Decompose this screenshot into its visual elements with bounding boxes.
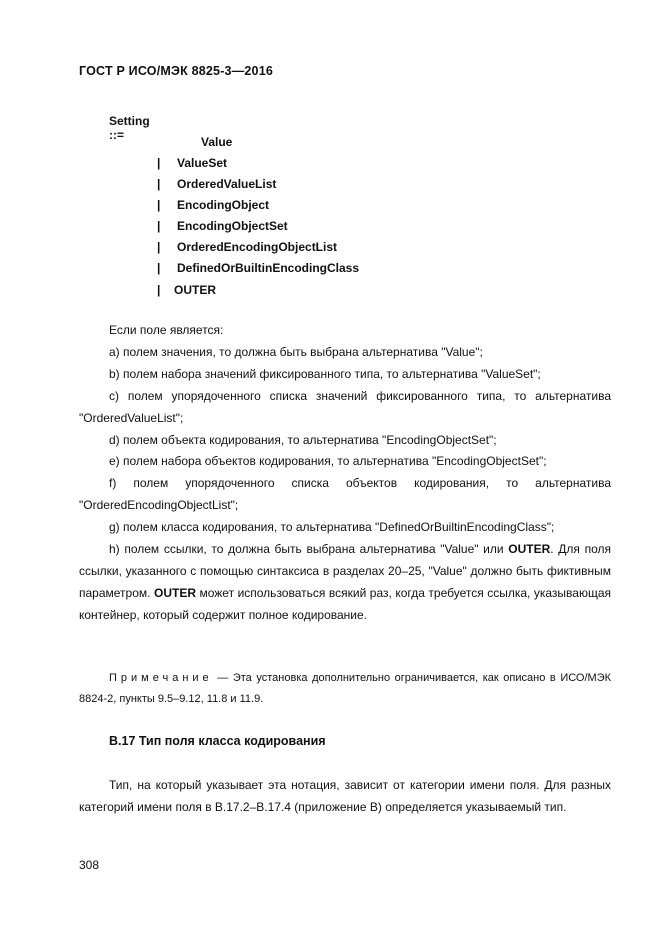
alternative-name: OrderedValueList xyxy=(177,177,277,191)
paragraph-item-b: b) полем набора значений фиксированного типа, то альтернатива "ValueSet"; xyxy=(109,366,541,381)
alternative-name: OrderedEncodingObjectList xyxy=(177,240,338,254)
paragraph-item-f: f) полем упорядоченного списка объектов кодирования, то альтернатива "OrderedEncodingObjectList"; xyxy=(79,476,611,513)
paragraph-item-c: с) полем упорядоченного списка значений фиксированного типа, то альтернатива "OrderedValueList"; xyxy=(79,388,611,425)
alternative-bar: | xyxy=(157,156,161,170)
paragraph-item-g: g) полем класса кодирования, то альтернатива "DefinedOrBuiltinEncodingClass"; xyxy=(109,520,555,535)
alternative-bar: | xyxy=(157,219,161,233)
section-body xyxy=(79,775,611,819)
section-paragraph: Тип, на который указывает эта нотация, зависит от категории имени поля. Для разных категорий имени поля в В.17.2–В.17.4 (приложение В) определяется указываемый тип. xyxy=(79,778,611,814)
grammar-alternative xyxy=(157,198,269,214)
page-number: 308 xyxy=(79,858,100,872)
grammar-alternative xyxy=(157,156,227,172)
section-title: В.17 Тип поля класса кодирования xyxy=(109,734,326,748)
note-label: Примечание xyxy=(109,672,213,684)
note-block xyxy=(79,668,611,710)
alternative-name: OUTER xyxy=(174,283,216,297)
alternative-name: ValueSet xyxy=(177,156,228,170)
alternative-name: EncodingObjectSet xyxy=(177,219,288,233)
paragraph-intro: Если поле является: xyxy=(109,323,224,337)
alternative-bar: | xyxy=(157,177,161,191)
grammar-alternative xyxy=(157,261,359,277)
grammar-alternative xyxy=(157,240,337,256)
item-h-text: . Для поля ссылки, указанного с помощью синтаксиса в разделах 20–25, "Value" должно быть фиктивным параметром. xyxy=(79,542,611,600)
item-h-text: может использоваться всякий раз, когда требуется ссылка, указывающая контейнер, который содержит полное кодирование. xyxy=(79,585,612,622)
alternative-bar: | xyxy=(157,198,161,212)
grammar-alternative xyxy=(157,283,216,299)
note-paragraph xyxy=(79,668,611,710)
grammar-first-alternative: Value xyxy=(201,135,233,149)
paragraph-item-e: е) полем набора объектов кодирования, то альтернатива "EncodingObjectSet"; xyxy=(109,454,547,469)
note-text: Эта установка дополнительно ограничивается, как описано в ИСО/МЭК 8824-2, пункты 9.5–9.12, 11.8 и 11.9. xyxy=(79,672,612,705)
body-paragraphs xyxy=(79,320,611,627)
standard-header: ГОСТ Р ИСО/МЭК 8825-3—2016 xyxy=(79,64,274,78)
alternative-name: EncodingObject xyxy=(177,198,270,212)
outer-keyword: OUTER xyxy=(153,585,196,600)
grammar-alternative xyxy=(157,177,276,193)
item-h-text: h) полем ссылки, то должна быть выбрана альтернатива "Value" или xyxy=(109,542,509,557)
paragraph-item-h xyxy=(79,539,611,627)
outer-keyword: OUTER xyxy=(508,542,551,557)
alternative-bar: | xyxy=(157,240,161,254)
paragraph-item-a: а) полем значения, то должна быть выбрана альтернатива "Value"; xyxy=(109,344,483,359)
alternative-bar: | xyxy=(157,261,161,275)
alternative-name: DefinedOrBuiltinEncodingClass xyxy=(177,261,360,275)
grammar-production-head: Setting ::= xyxy=(109,114,150,142)
note-dash: — xyxy=(217,672,229,684)
paragraph-item-d: d) полем объекта кодирования, то альтернатива "EncodingObjectSet"; xyxy=(109,432,497,447)
grammar-alternative xyxy=(157,219,288,235)
alternative-bar: | xyxy=(157,283,161,297)
